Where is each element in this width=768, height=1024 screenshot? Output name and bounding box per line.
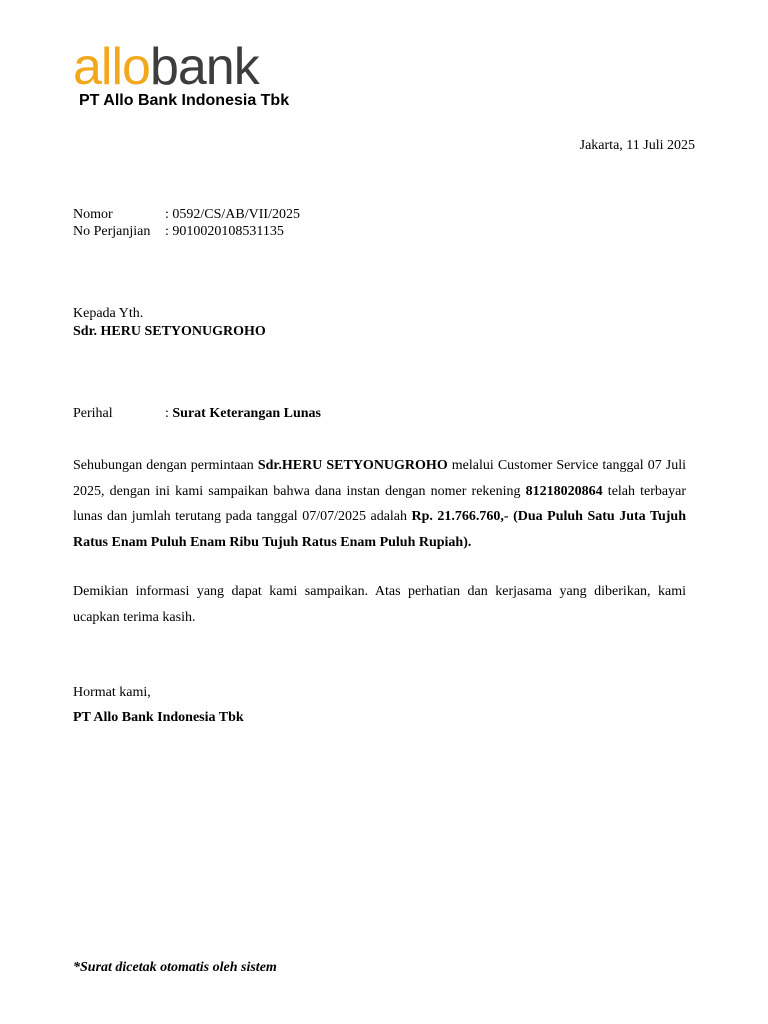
footer-note: *Surat dicetak otomatis oleh sistem: [73, 960, 277, 975]
p1-customer-name: Sdr.HERU SETYONUGROHO: [257, 458, 448, 473]
addressee-block: [73, 305, 266, 341]
allobank-logo: [73, 40, 289, 110]
closing-salutation: Hormat kami,: [73, 685, 151, 700]
closing-block: [73, 680, 244, 730]
perjanjian-label: No Perjanjian: [73, 224, 151, 239]
addressee-name: Sdr. HERU SETYONUGROHO: [73, 324, 266, 339]
body-paragraph-2: Demikian informasi yang dapat kami sampaikan. Atas perhatian dan kerjasama yang diberikan, kami ucapkan terima kasih.: [73, 584, 686, 625]
p1-account-number: 81218020864: [525, 483, 603, 499]
nomor-value: : 0592/CS/AB/VII/2025: [165, 207, 300, 222]
logo-bank-text: bank: [149, 38, 259, 96]
p1-text-3: telah terbayar lunas dan jumlah terutang pada tanggal 07/07/2025 adalah: [73, 483, 687, 524]
p1-amount: Rp. 21.766.760,- (Dua Puluh Satu Juta Tujuh Ratus Enam Puluh Enam Ribu Tujuh Ratus Enam Puluh Rupiah).: [73, 509, 686, 550]
logo-wordmark: [73, 40, 289, 94]
subject-line: [73, 406, 321, 422]
closing-company: PT Allo Bank Indonesia Tbk: [73, 710, 244, 725]
logo-company-name: PT Allo Bank Indonesia Tbk: [79, 92, 290, 109]
letter-date: Jakarta, 11 Juli 2025: [579, 138, 695, 153]
nomor-row: [73, 206, 300, 223]
reference-block: [73, 206, 300, 240]
subject-label: Perihal: [73, 406, 113, 421]
subject-value: Surat Keterangan Lunas: [172, 406, 321, 421]
p1-text-1: Sehubungan dengan permintaan: [73, 458, 258, 473]
addressee-greeting: Kepada Yth.: [73, 306, 144, 321]
nomor-label: Nomor: [73, 207, 113, 222]
perjanjian-row: [73, 223, 300, 240]
logo-allo-text: allo: [73, 38, 150, 96]
subject-colon: :: [165, 406, 173, 421]
perjanjian-value: : 9010020108531135: [165, 224, 284, 239]
body-paragraph-1: [73, 453, 686, 555]
p1-text-2: melalui Customer Service tanggal 07 Juli 2025, dengan ini kami sampaikan bahwa dana instan dengan nomer rekening: [73, 458, 686, 499]
